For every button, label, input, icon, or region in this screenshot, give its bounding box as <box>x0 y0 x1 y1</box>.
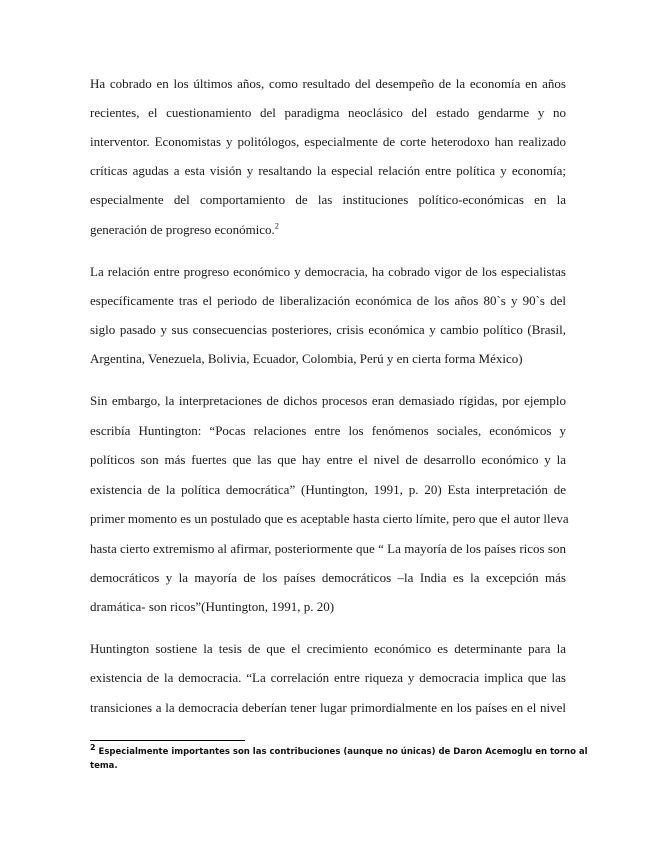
text-line: específicamente tras el periodo de liberalización económica de los años 80`s y 90`s del <box>90 293 566 308</box>
text-line: Huntington sostiene la tesis de que el crecimiento económico es determinante para la <box>90 641 566 656</box>
footnote-reference[interactable]: 2 <box>274 221 279 231</box>
text-line: escribía Huntington: “Pocas relaciones entre los fenómenos sociales, económicos y <box>90 423 566 438</box>
text-line: políticos son más fuertes que las que hay entre el nivel de desarrollo económico y la <box>90 452 566 467</box>
footnote-separator <box>90 740 245 741</box>
text-line: transiciones a la democracia deberían tener lugar primordialmente en los países en el nivel <box>90 700 566 715</box>
footnote-text: Especialmente importantes son las contribuciones (aunque no únicas) de Daron Acemoglu en torno al <box>95 747 588 757</box>
text-line: Argentina, Venezuela, Bolivia, Ecuador, Colombia, Perú y en cierta forma México) <box>90 351 523 366</box>
text-line: siglo pasado y sus consecuencias posteriores, crisis económica y cambio político (Brasil, <box>90 322 566 337</box>
text-line: interventor. Economistas y politólogos, especialmente de corte heterodoxo han realizado <box>90 134 566 149</box>
text-line-content: generación de progreso económico. <box>90 222 275 237</box>
text-line: existencia de la política democrática” (Huntington, 1991, p. 20) Esta interpretación de <box>90 482 566 497</box>
text-line: Ha cobrado en los últimos años, como resultado del desempeño de la economía en años <box>90 76 566 91</box>
text-line: dramática- son ricos”(Huntington, 1991, p. 20) <box>90 599 335 614</box>
text-line: La relación entre progreso económico y democracia, ha cobrado vigor de los especialistas <box>90 264 566 279</box>
footnote-line: tema. <box>90 761 118 771</box>
text-line: especialmente del comportamiento de las instituciones político-económicas en la <box>90 192 566 207</box>
footnote-marker: 2 <box>90 743 96 753</box>
text-line: existencia de la democracia. “La correlación entre riqueza y democracia implica que las <box>90 670 566 685</box>
text-line: Sin embargo, la interpretaciones de dichos procesos eran demasiado rígidas, por ejemplo <box>90 393 566 408</box>
text-line: recientes, el cuestionamiento del paradigma neoclásico del estado gendarme y no <box>90 105 566 120</box>
footnote-line <box>90 743 588 759</box>
text-line: primer momento es un postulado que es aceptable hasta cierto límite, pero que el autor lleva <box>90 511 569 526</box>
text-line <box>90 222 566 238</box>
text-line: hasta cierto extremismo al afirmar, posteriormente que “ La mayoría de los países ricos son <box>90 541 566 556</box>
text-line: democráticos y la mayoría de los países democráticos –la India es la excepción más <box>90 570 566 585</box>
text-line: críticas agudas a esta visión y resaltando la especial relación entre política y economía; <box>90 163 566 178</box>
